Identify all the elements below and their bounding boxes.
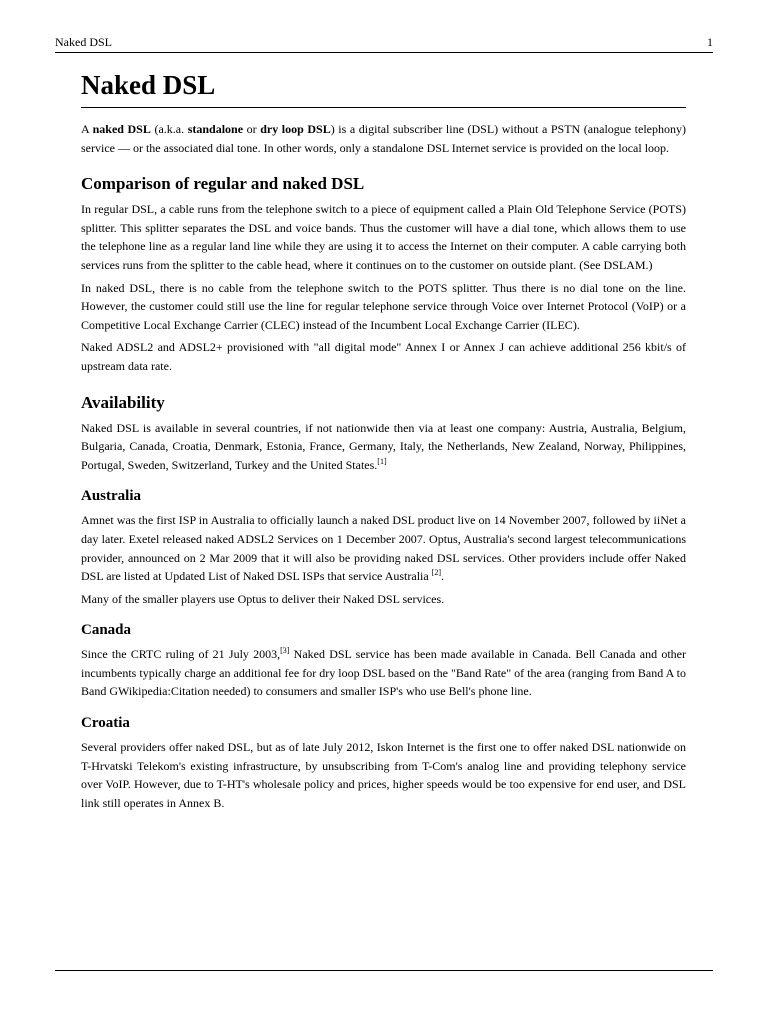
citation-link-1[interactable]: [1] [377, 456, 387, 466]
subsection-heading-canada: Canada [81, 622, 132, 639]
canada-text-start: Since the CRTC ruling of 21 July 2003, [81, 647, 281, 662]
section-heading-comparison: Comparison of regular and naked DSL [81, 174, 365, 194]
intro-bold-dry-loop: dry loop DSL [260, 122, 331, 136]
canada-paragraph [81, 645, 686, 701]
intro-text-2: (a.k.a. [150, 122, 188, 136]
australia-paragraph-1 [81, 511, 686, 585]
intro-text-1: A [81, 122, 93, 136]
australia-text-end: . [441, 569, 445, 584]
intro-paragraph [81, 120, 686, 157]
citation-link-2[interactable]: [2] [431, 568, 442, 578]
citation-link-3[interactable]: [3] [280, 646, 290, 656]
running-title: Naked DSL [55, 35, 112, 49]
comparison-paragraph-3: Naked ADSL2 and ADSL2+ provisioned with "all digital mode" Annex I or Annex J can achieve additional 256 kbit/s of upstream data rate. [81, 340, 686, 373]
intro-text-3: or [243, 122, 261, 136]
page-header [55, 34, 713, 53]
subsection-heading-australia: Australia [81, 488, 141, 505]
availability-text: Naked DSL is available in several countries, if not nationwide then via at least one company: Austria, Australia, Belgium, Bulgaria, Canada, Croatia, Denmark, Estonia, France, Germany, Italy, the Netherlands, New Zealand, Norway, Philippines, Portugal, Sweden, Switzerland, Turkey and the United States. [81, 420, 686, 472]
intro-bold-naked-dsl: naked DSL [92, 122, 151, 136]
intro-text-4: ) is a digital subscriber line (DSL) without a PSTN (analogue telephony) service — or the associated dial tone. In other words, only a standalone DSL Internet service is provided on the local loop. [81, 122, 686, 155]
page-number: 1 [707, 35, 713, 49]
footer-rule [55, 970, 713, 971]
section-heading-availability: Availability [81, 392, 165, 412]
croatia-paragraph: Several providers offer naked DSL, but as of late July 2012, Iskon Internet is the first one to offer naked DSL nationwide on T-Hrvatski Telekom's existing infrastructure, by unsubscribing from T-Com's analog line and providing telephony service over VoIP. However, due to T-HT's wholesale policy and prices, higher speeds would be too expensive for end user, and DSL link still operates in Annex B. [81, 740, 686, 810]
availability-paragraph [81, 419, 686, 475]
australia-text: Amnet was the first ISP in Australia to officially launch a naked DSL product live on 14 November 2007, followed by iiNet a day later. Exetel released naked ADSL2 Services on 1 December 2007. Optus, Australia's second largest telecommunications provider, announced on 2 Mar 2009 that it will also be providing naked DSL services. Other providers include offer Naked DSL are listed at Updated List of Naked DSL ISPs that service Australia [81, 513, 686, 584]
page-title: Naked DSL [81, 70, 686, 108]
article-body [81, 70, 686, 816]
canada-text-rest: Naked DSL service has been made available in Canada. Bell Canada and other incumbents typically charge an additional fee for dry loop DSL based on the "Band Rate" of the area (ranging from Band A to Band GWikipedia:Citation needed) to consumers and smaller ISP's who use Bell's phone line. [81, 647, 686, 699]
intro-bold-standalone: standalone [187, 122, 244, 136]
australia-paragraph-2: Many of the smaller players use Optus to deliver their Naked DSL services. [81, 591, 445, 606]
comparison-paragraph-2: In naked DSL, there is no cable from the telephone switch to the POTS splitter. Thus there is no dial tone on the line. However, the customer could still use the line for regular telephone service through Voice over Internet Protocol (VoIP) or a Competitive Local Exchange Carrier (CLEC) instead of the Incumbent Local Exchange Carrier (ILEC). [81, 280, 686, 332]
subsection-heading-croatia: Croatia [81, 715, 130, 732]
comparison-paragraph-1: In regular DSL, a cable runs from the telephone switch to a piece of equipment called a Plain Old Telephone Service (POTS) splitter. This splitter separates the DSL and voice bands. Thus the customer will have a dial tone, which allows them to use the telephone line as a regular land line while they are using it to access the Internet on their computer. A cable carrying both services runs from the splitter to the cable head, where it continues on to the customer on outside plant. (See DSLAM.) [81, 202, 686, 272]
